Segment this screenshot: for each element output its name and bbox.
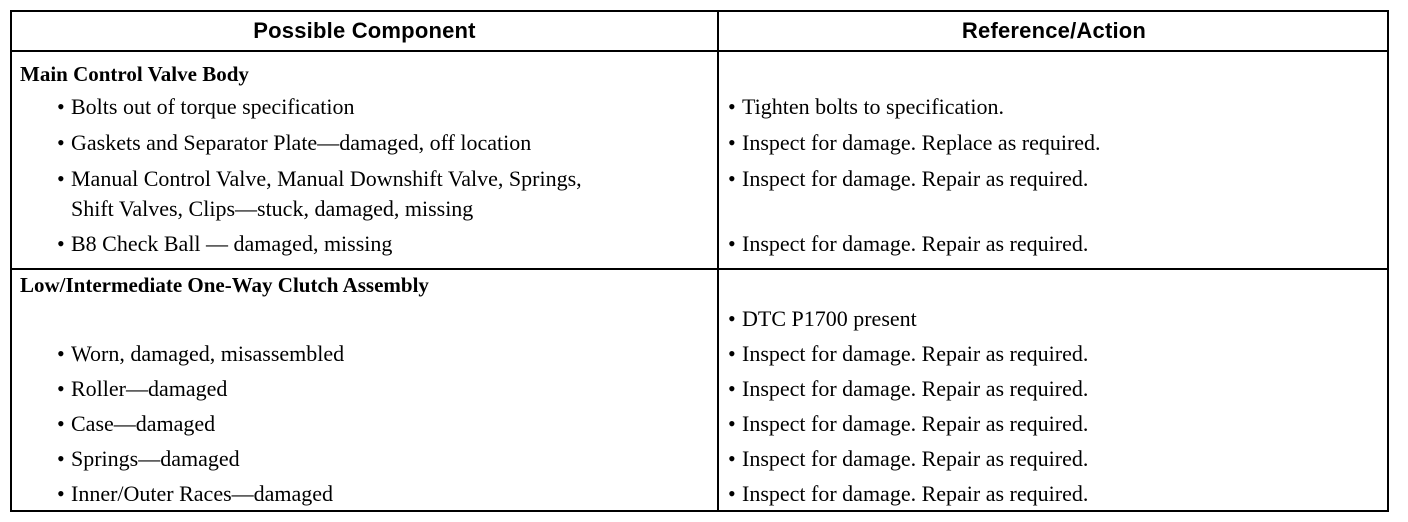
component-gaskets: • Gaskets and Separator Plate—damaged, off location xyxy=(57,128,531,158)
bullet: • xyxy=(57,94,65,119)
component-manual-control-valve: • Manual Control Valve, Manual Downshift Valve, Springs, xyxy=(57,164,582,194)
bullet: • xyxy=(728,130,736,155)
troubleshooting-table xyxy=(10,10,1389,512)
group-title-main-control-valve-body: Main Control Valve Body xyxy=(20,62,249,86)
header-reference-action: Reference/Action xyxy=(961,18,1147,43)
column-divider xyxy=(717,12,719,510)
bullet: • xyxy=(728,446,736,471)
component-manual-control-valve-cont: Shift Valves, Clips—stuck, damaged, missing xyxy=(71,196,474,221)
action-inner-outer-races: • Inspect for damage. Repair as required. xyxy=(728,479,1088,509)
bullet: • xyxy=(57,166,65,191)
component-springs: • Springs—damaged xyxy=(57,444,240,474)
component-worn: • Worn, damaged, misassembled xyxy=(57,339,344,369)
action-worn: • Inspect for damage. Repair as required. xyxy=(728,339,1088,369)
action-case: • Inspect for damage. Repair as required. xyxy=(728,409,1088,439)
action-dtc-p1700: • DTC P1700 present xyxy=(728,304,917,334)
header-divider xyxy=(12,50,1387,52)
bullet: • xyxy=(728,376,736,401)
bullet: • xyxy=(728,481,736,506)
bullet: • xyxy=(57,481,65,506)
bullet: • xyxy=(57,341,65,366)
component-inner-outer-races: • Inner/Outer Races—damaged xyxy=(57,479,333,509)
action-manual-control-valve: • Inspect for damage. Repair as required. xyxy=(728,164,1088,194)
bullet: • xyxy=(57,130,65,155)
component-b8-check-ball: • B8 Check Ball — damaged, missing xyxy=(57,229,392,259)
group-title-low-intermediate-clutch: Low/Intermediate One-Way Clutch Assembly xyxy=(20,273,429,297)
bullet: • xyxy=(57,446,65,471)
bullet: • xyxy=(728,166,736,191)
action-roller: • Inspect for damage. Repair as required. xyxy=(728,374,1088,404)
bullet: • xyxy=(57,376,65,401)
action-bolts: • Tighten bolts to specification. xyxy=(728,92,1004,122)
bullet: • xyxy=(728,94,736,119)
component-case: • Case—damaged xyxy=(57,409,215,439)
header-possible-component: Possible Component xyxy=(253,18,476,43)
bullet: • xyxy=(728,306,736,331)
bullet: • xyxy=(728,341,736,366)
bullet: • xyxy=(57,231,65,256)
action-gaskets: • Inspect for damage. Replace as required. xyxy=(728,128,1101,158)
component-bolts: • Bolts out of torque specification xyxy=(57,92,355,122)
bullet: • xyxy=(728,231,736,256)
action-springs: • Inspect for damage. Repair as required. xyxy=(728,444,1088,474)
component-roller: • Roller—damaged xyxy=(57,374,227,404)
bullet: • xyxy=(57,411,65,436)
action-b8-check-ball: • Inspect for damage. Repair as required. xyxy=(728,229,1088,259)
bullet: • xyxy=(728,411,736,436)
